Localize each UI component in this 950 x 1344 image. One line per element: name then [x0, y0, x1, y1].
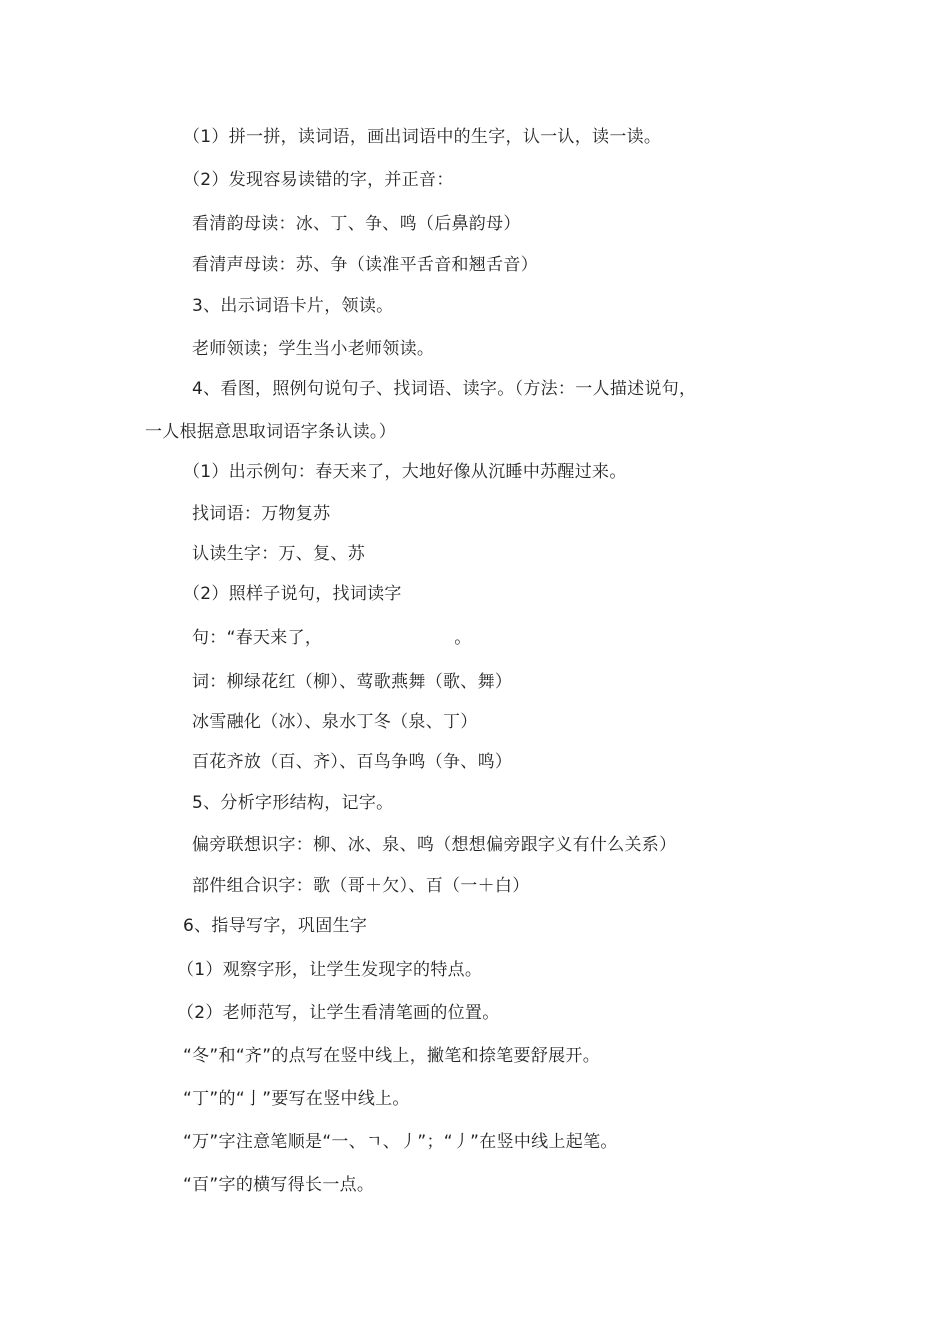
text-line: 3、出示词语卡片，领读。	[192, 296, 394, 316]
sentence-prefix: 句：“春天来了，	[192, 628, 323, 648]
text-line: （1）拼一拼，读词语，画出词语中的生字，认一认，读一读。	[183, 127, 662, 147]
text-line: “冬”和“齐”的点写在竖中线上，撇笔和捺笔要舒展开。	[183, 1046, 601, 1066]
text-line: （1）观察字形，让学生发现字的特点。	[177, 960, 483, 980]
sentence-end: 。	[454, 628, 472, 648]
text-line: 偏旁联想识字：柳、冰、泉、鸣（想想偏旁跟字义有什么关系）	[192, 835, 677, 855]
text-line: （2）照样子说句，找词读字	[183, 584, 402, 604]
text-line: 词：柳绿花红（柳）、莺歌燕舞（歌、舞）	[192, 672, 513, 692]
text-line: 6、指导写字，巩固生字	[183, 916, 368, 936]
text-line: （2）发现容易读错的字，并正音：	[183, 170, 454, 190]
text-line: “百”字的横写得长一点。	[183, 1175, 375, 1195]
text-line: 一人根据意思取词语字条认读。）	[145, 422, 396, 442]
text-line: （1）出示例句：春天来了，大地好像从沉睡中苏醒过来。	[183, 462, 627, 482]
text-line: “万”字注意笔顺是“一、ㄱ、丿”；“丿”在竖中线上起笔。	[183, 1132, 618, 1152]
text-line: （2）老师范写，让学生看清笔画的位置。	[177, 1003, 500, 1023]
text-line: 老师领读；学生当小老师领读。	[192, 339, 435, 359]
text-line: 4、看图，照例句说句子、找词语、读字。（方法：一人描述说句，	[192, 379, 697, 399]
text-line: 冰雪融化（冰）、泉水丁冬（泉、丁）	[192, 712, 478, 732]
text-line: 看清声母读：苏、争（读准平舌音和翘舌音）	[192, 255, 538, 275]
text-line: 看清韵母读：冰、丁、争、鸣（后鼻韵母）	[192, 214, 521, 234]
text-line: 认读生字：万、复、苏	[192, 544, 365, 564]
text-line: 部件组合识字：歌（哥＋欠）、百（一＋白）	[192, 876, 530, 896]
text-line-blank	[192, 626, 472, 650]
text-line: 5、分析字形结构，记字。	[192, 793, 394, 813]
text-line: “丁”的“亅”要写在竖中线上。	[183, 1089, 410, 1109]
text-line: 找词语：万物复苏	[192, 504, 331, 524]
text-line: 百花齐放（百、齐）、百鸟争鸣（争、鸣）	[192, 752, 513, 772]
